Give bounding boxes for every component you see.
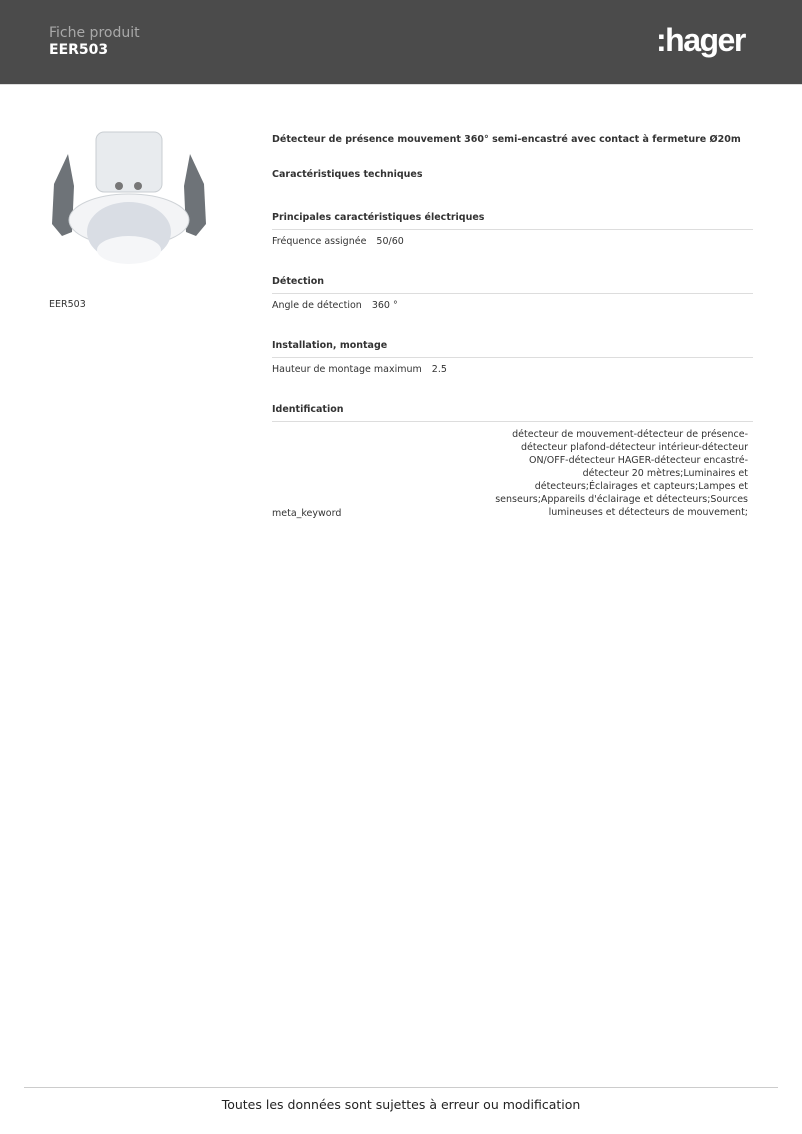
section-heading: Identification	[272, 404, 753, 422]
hager-logo: :hager	[656, 22, 745, 58]
spec-label: Angle de détection	[272, 300, 362, 311]
keyword-line: détecteur de mouvement-détecteur de présence-	[512, 429, 748, 440]
keyword-line: détecteur 20 mètres;Luminaires et	[582, 468, 748, 479]
footer-divider	[24, 1087, 778, 1088]
section-identification	[272, 404, 753, 519]
page-header	[0, 0, 802, 85]
product-image	[46, 124, 212, 276]
spec-value: 360 °	[371, 300, 398, 311]
product-details	[272, 134, 753, 519]
spec-value: 2.5	[431, 364, 447, 375]
keyword-line: ON/OFF-détecteur HAGER-détecteur encastré-	[528, 455, 748, 466]
footer-disclaimer: Toutes les données sont sujettes à erreur ou modification	[221, 1097, 581, 1112]
spec-label: Fréquence assignée	[272, 236, 367, 247]
spec-value	[478, 428, 753, 519]
spec-label: Hauteur de montage maximum	[272, 364, 422, 375]
spec-value: 50/60	[376, 236, 404, 247]
product-reference: EER503	[49, 299, 86, 310]
section-heading: Détection	[272, 276, 753, 294]
header-title: EER503	[49, 42, 109, 58]
section-heading: Installation, montage	[272, 340, 753, 358]
keyword-line: senseurs;Appareils d'éclairage et détecteurs;Sources	[495, 494, 748, 505]
section-electrical	[272, 212, 753, 276]
product-title: Détecteur de présence mouvement 360° semi-encastré avec contact à fermeture Ø20m	[272, 134, 741, 145]
keyword-line: détecteurs;Éclairages et capteurs;Lampes et	[534, 481, 748, 492]
tech-heading: Caractéristiques techniques	[272, 169, 423, 180]
section-installation	[272, 340, 753, 404]
header-subtitle: Fiche produit	[49, 25, 140, 41]
spec-label: meta_keyword	[272, 508, 342, 519]
section-detection	[272, 276, 753, 340]
keyword-line: détecteur plafond-détecteur intérieur-détecteur	[520, 442, 748, 453]
keyword-line: lumineuses et détecteurs de mouvement;	[548, 507, 748, 518]
section-heading: Principales caractéristiques électriques	[272, 212, 753, 230]
